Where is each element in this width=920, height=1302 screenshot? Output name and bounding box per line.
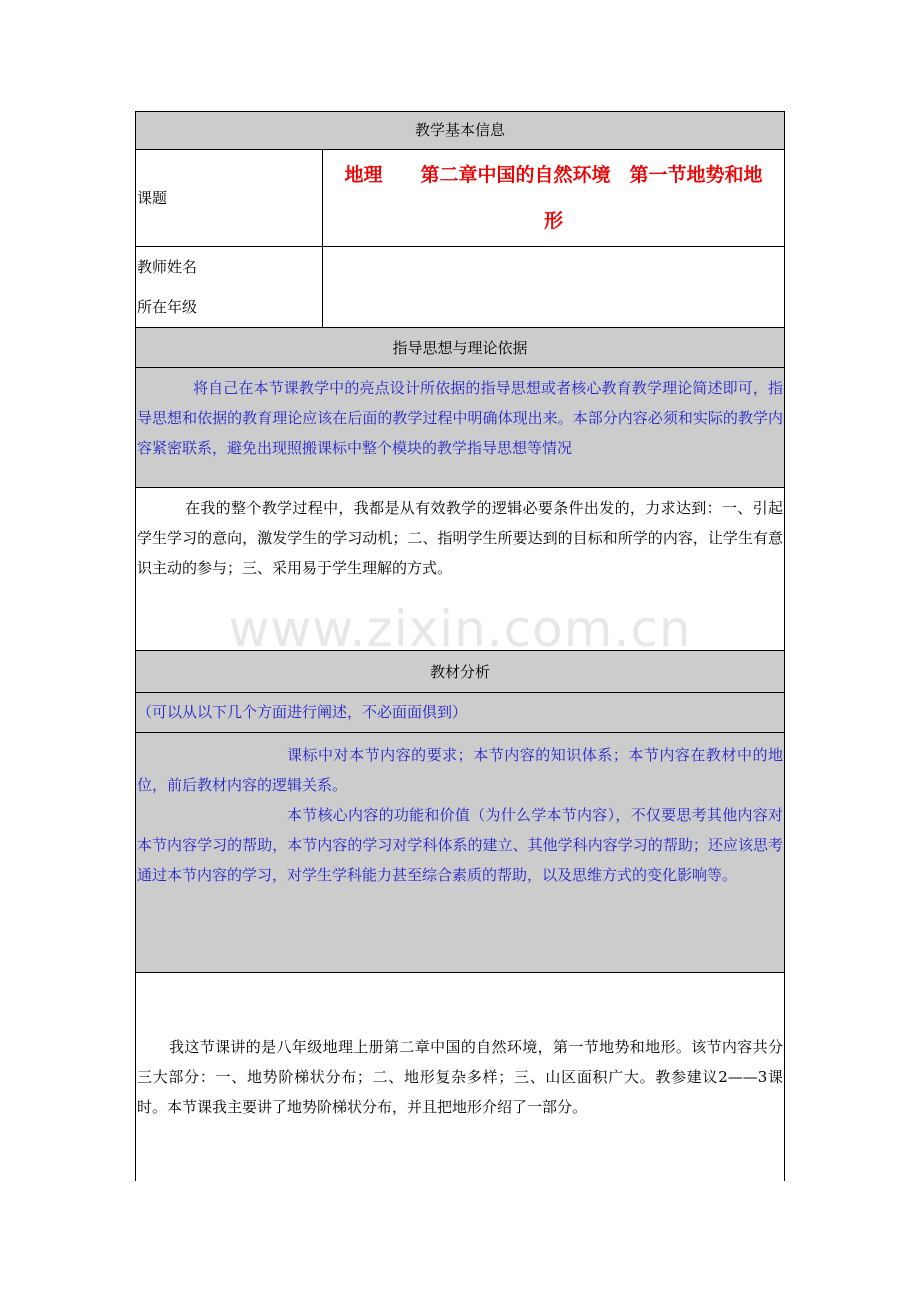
watermark-text: www.zixin.com.cn [228,600,692,658]
material-content: 我这节课讲的是八年级地理上册第二章中国的自然环境，第一节地势和地形。该节内容共分三大部分：一、地势阶梯状分布；二、地形复杂多样；三、山区面积广大。教参建议2——3课时。本节课我主要讲了地势阶梯状分布，并且把地形介绍了一部分。 [137,1038,783,1116]
material-content-row [136,973,784,1181]
basic-info-header-row [136,111,784,150]
material-header-row [136,651,784,693]
material-header: 教材分析 [429,663,490,681]
topic-label: 课题 [137,189,168,207]
topic-row [136,150,784,247]
guiding-instruction: 将自己在本节课教学中的亮点设计所依据的指导思想或者核心教育教学理论简述即可，指导思想和依据的教育理论应该在后面的教学过程中明确体现出来。本部分内容必须和实际的教学内容紧密联系，避免出现照搬课标中整个模块的教学指导思想等情况 [137,379,783,457]
material-instruction-2: 本节核心内容的功能和价值（为什么学本节内容），不仅要思考其他内容对本节内容学习的帮助，本节内容的学习对学科体系的建立、其他学科内容学习的帮助；还应该思考通过本节内容的学习，对学生学科能力甚至综合素质的帮助，以及思维方式的变化影响等。 [137,806,783,884]
grade-label: 所在年级 [137,298,198,316]
guiding-instruction-row [136,368,784,488]
teacher-name-label: 教师姓名 [137,258,198,276]
topic-title-line1: 地理 第二章中国的自然环境 第一节地势和地 [344,164,763,186]
basic-info-header: 教学基本信息 [414,121,505,139]
teacher-divider [322,247,323,327]
guiding-header: 指导思想与理论依据 [392,339,528,357]
material-instruction-1: 课标中对本节内容的要求；本节内容的知识体系；本节内容在教材中的地位，前后教材内容的逻辑关系。 [137,746,783,794]
guiding-content-row [136,488,784,651]
topic-title-line2: 形 [543,210,563,232]
guiding-content: 在我的整个教学过程中，我都是从有效教学的逻辑必要条件出发的，力求达到：一、引起学生学习的意向，激发学生的学习动机；二、指明学生所要达到的目标和所学的内容，让学生有意识主动的参与；三、采用易于学生理解的方式。 [137,499,783,577]
material-note: （可以从以下几个方面进行阐述，不必面面俱到） [137,703,468,721]
teacher-row [136,247,784,328]
material-note-row [136,693,784,733]
lesson-plan-table [135,111,785,1181]
guiding-header-row [136,328,784,368]
material-instruction-row [136,733,784,973]
